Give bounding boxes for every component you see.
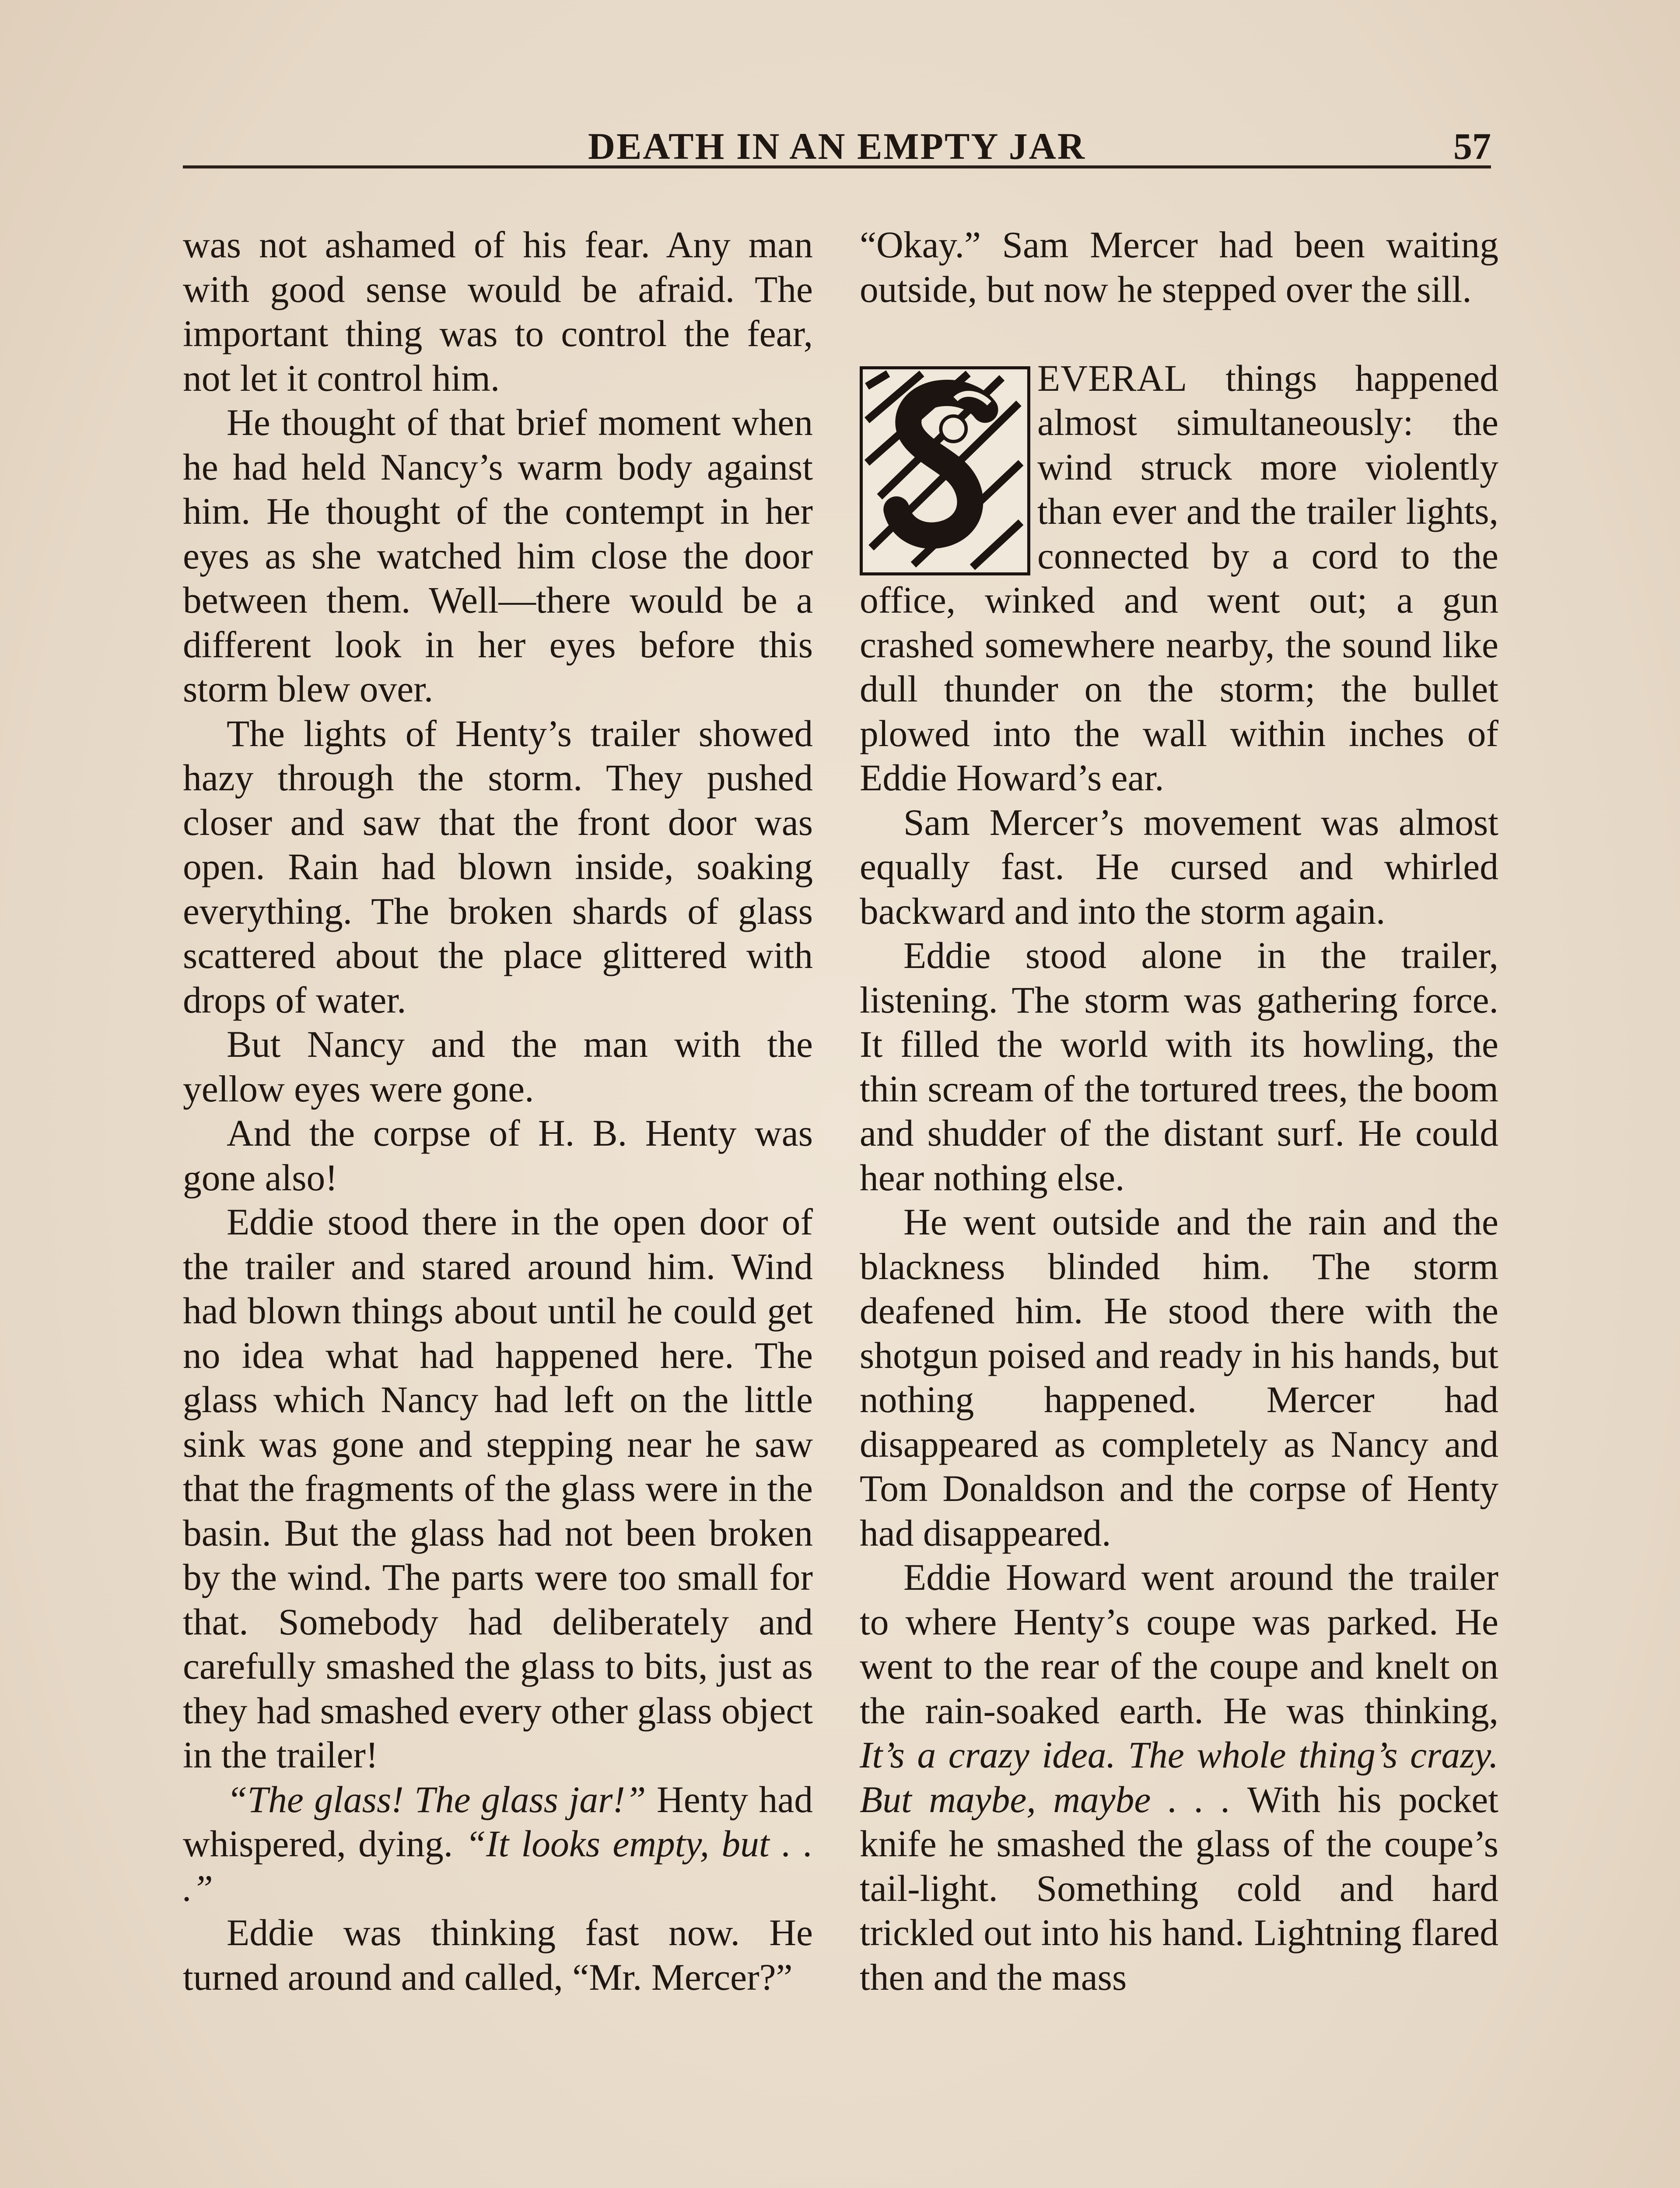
italic-quote: “It looks empty, but . . .”	[183, 1823, 813, 1909]
paragraph: Eddie was thinking fast now. He turned around and called, “Mr. Mercer?”	[183, 1912, 813, 1998]
paragraph: Eddie stood there in the open door of the trailer and stared around him. Wind had blown things about until he could get no idea what had happened here. The glass which Nancy had left on the little sink was gone and stepping near he saw that the fragments of the glass were in the basin. But the glass had not been broken by the wind. The parts were too small for that. Somebody had deliberately and carefully smashed the glass to bits, just as they had smashed every other glass object in the trailer!	[183, 1202, 813, 1776]
paragraph: But Nancy and the man with the yellow eyes were gone.	[183, 1024, 813, 1110]
running-header	[183, 117, 1491, 168]
page-number: 57	[1453, 125, 1491, 167]
dropcap-paragraph	[860, 357, 1498, 801]
italic-quote: “The glass! The glass jar!”	[227, 1779, 646, 1820]
paragraph: And the corpse of H. B. Henty was gone also!	[183, 1113, 813, 1199]
italic-thought: It’s a crazy idea. The whole thing’s crazy. But maybe, maybe . . .	[860, 1735, 1498, 1820]
paragraph-text: With his pocket knife he smashed the glass of the coupe’s tail-light. Something cold and hard trickled out into his hand. Lightning flared then and the mass	[860, 1779, 1499, 1998]
paragraph: Sam Mercer’s movement was almost equally fast. He cursed and whirled backward and into the storm again.	[860, 802, 1498, 932]
paragraph: Eddie stood alone in the trailer, listening. The storm was gathering force. It filled the world with its howling, the thin scream of the tortured trees, the boom and shudder of the distant surf. He could hear nothing else.	[860, 935, 1498, 1199]
paragraph: He thought of that brief moment when he had held Nancy’s warm body against him. He thought of the contempt in her eyes as she watched him close the door between them. Well—there would be a different look in her eyes before this storm blew over.	[183, 402, 813, 710]
paragraph: He went outside and the rain and the blackness blinded him. The storm deafened him. He stood there with the shotgun poised and ready in his hands, but nothing happened. Mercer had disappeared as completely as Nancy and Tom Donaldson and the corpse of Henty had disappeared.	[860, 1202, 1498, 1554]
paragraph: The lights of Henty’s trailer showed hazy through the storm. They pushed closer and saw that the front door was open. Rain had blown inside, soaking everything. The broken shards of glass scattered about the place glittered with drops of water.	[183, 713, 813, 1021]
left-column	[183, 223, 813, 2000]
paragraph-text: Eddie Howard went around the trailer to where Henty’s coupe was parked. He went to the rear of the coupe and knelt on the rain-soaked earth. He was thinking,	[860, 1557, 1498, 1732]
quote-attribution: Henty had whispered, dying.	[183, 1779, 813, 1865]
right-column	[860, 223, 1498, 2000]
paragraph: was not ashamed of his fear. Any man with good sense would be afraid. The important thing was to control the fear, not let it control him.	[183, 224, 813, 399]
dropcap-letter-s	[860, 366, 1030, 575]
dropcap-text: things happened almost simultaneously: the wind struck more violently than ever and the trailer lights, connected by a cord to the office, winked and went out; a gun crashed somewhere nearby, the sound like dull thunder on the storm; the bullet plowed into the wall within inches of Eddie Howard’s ear.	[860, 358, 1498, 799]
dropcap-caps: EVERAL	[1037, 358, 1188, 399]
paragraph: “Okay.” Sam Mercer had been waiting outside, but now he stepped over the sill.	[860, 224, 1498, 310]
paragraph	[860, 1556, 1498, 2000]
quote-paragraph	[183, 1778, 813, 1911]
story-title: DEATH IN AN EMPTY JAR	[588, 125, 1086, 167]
